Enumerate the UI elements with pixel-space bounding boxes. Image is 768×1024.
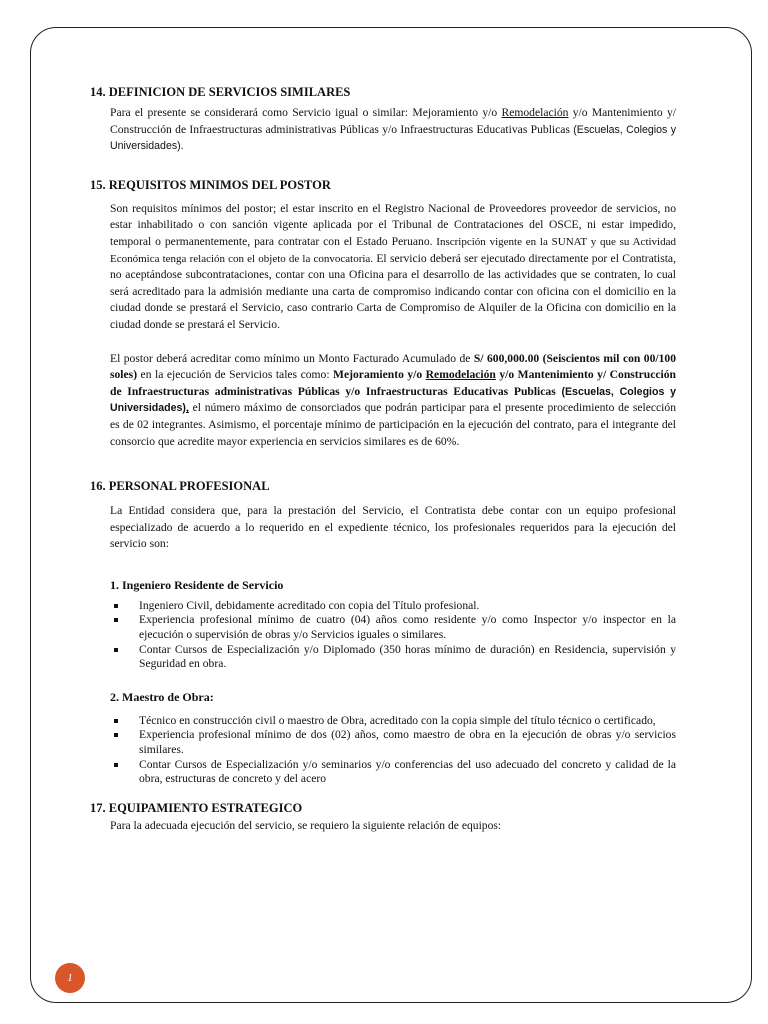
section-15-heading: 15. REQUISITOS MINIMOS DEL POSTOR [90,177,331,192]
list-item: Técnico en construcción civil o maestro de Obra, acreditado con la copia simple del título técnico o certificado, [110,714,676,729]
text-run: y/o Mantenimiento y/ Construcción de Infraestructuras administrativas Públicas y/o Infraestructuras Educativas Publicas [110,106,676,136]
section-14-paragraph [110,105,676,155]
subsection-2-heading: 2. Maestro de Obra: [110,689,214,704]
text-run: , [185,401,189,415]
list-item: Experiencia profesional mínimo de cuatro (04) años como residente y/o como Inspector y/o inspector en la ejecución o supervisión de obras y/o Servicios iguales o similares. [110,613,676,642]
section-15-paragraph-2 [110,351,676,451]
bullet-icon [114,733,118,737]
document-body [90,84,676,834]
bold-text: y/o Mantenimiento y/ Construcción de Infraestructuras administrativas Públicas y/o Infraestructuras Educativas Publicas [110,368,677,398]
bullet-icon [114,719,118,723]
text-run: (Escuelas, Colegios y Universidades). [110,123,676,153]
subsection-2-list [110,714,676,787]
text-run: El postor deberá acreditar como mínimo un Monto Facturado Acumulado de [110,351,474,365]
section-15-paragraph-1 [110,201,676,334]
text-run: el número máximo de consorciados que podrán participar para el presente procedimiento de selección es de 02 integrantes. Asimismo, el porcentaje mínimo de participación en la ejecución del contrato, para el integrante del consorcio que acredite mayor experiencia en servicios similares es de 60%. [110,401,676,448]
text-run: Inscripción vigente en la SUNAT y que su Actividad Económica tenga relación con el objeto de la convocatoria. [110,235,676,265]
section-16-heading: 16. PERSONAL PROFESIONAL [90,479,270,494]
bullet-icon [114,618,118,622]
subsection-1-list [110,599,676,672]
bold-text: (Escuelas, Colegios y Universidades) [110,385,676,415]
amount-text: S/ 600,000.00 (Seiscientos mil con 00/100 soles) [110,351,676,382]
bullet-icon [114,604,118,608]
bold-text: Mejoramiento y/o [333,368,426,382]
text-run: Son requisitos mínimos del postor; el estar inscrito en el Registro Nacional de Proveedores proveedor de servicios, no estar inhabilitado o con sanción vigente aplicada por el Tribunal de Contrataciones del OSCE, ni estar impedido, temporal o permanentemente, para contratar con el Estado Peruano. [110,201,676,248]
section-14-heading: 14. DEFINICION DE SERVICIOS SIMILARES [90,85,351,99]
text-run: Para el presente se considerará como Servicio igual o similar: Mejoramiento y/o [110,106,502,119]
list-item: Contar Cursos de Especialización y/o Diplomado (350 horas mínimo de duración) en Residencia, supervisión y Seguridad en obra. [110,643,676,672]
underlined-term: Remodelación [501,106,569,119]
bullet-icon [114,763,118,767]
list-item: Contar Cursos de Especialización y/o seminarios y/o conferencias del uso adecuado del concreto y calidad de la obra, estructuras de concreto y del acero [110,758,676,787]
text-run: El servicio deberá ser ejecutado directamente por el Contratista, no aceptándose subcontrataciones, contar con una Oficina para el desarrollo de las actividades que se contraten, lo cual será acreditado para la admisión mediante una carta de compromiso indicando contar con oficina con el domicilio en la ciudad donde se prestará el Servicio, caso contrario Carta de Compromiso de Alquiler de la Oficina con domicilio en la ciudad donde se prestará el Servicio. [110,251,676,331]
page-number-badge: 1 [55,963,85,993]
section-17-heading: 17. EQUIPAMIENTO ESTRATEGICO [90,800,303,815]
subsection-1-heading: 1. Ingeniero Residente de Servicio [110,577,284,592]
bullet-icon [114,648,118,652]
text-run: en la ejecución de Servicios tales como: [137,368,334,382]
section-16-intro: La Entidad considera que, para la prestación del Servicio, el Contratista debe contar con un equipo profesional especializado de acuerdo a lo requerido en el expediente técnico, los profesionales requeridos para la ejecución del servicio son: [110,504,676,551]
section-17-paragraph: Para la adecuada ejecución del servicio, se requiero la siguiente relación de equipos: [110,818,502,832]
list-item: Experiencia profesional mínimo de dos (02) años, como maestro de obra en la ejecución de obras y/o servicios similares. [110,728,676,757]
list-item: Ingeniero Civil, debidamente acreditado con copia del Título profesional. [110,599,676,614]
underlined-term: Remodelación [425,368,496,382]
